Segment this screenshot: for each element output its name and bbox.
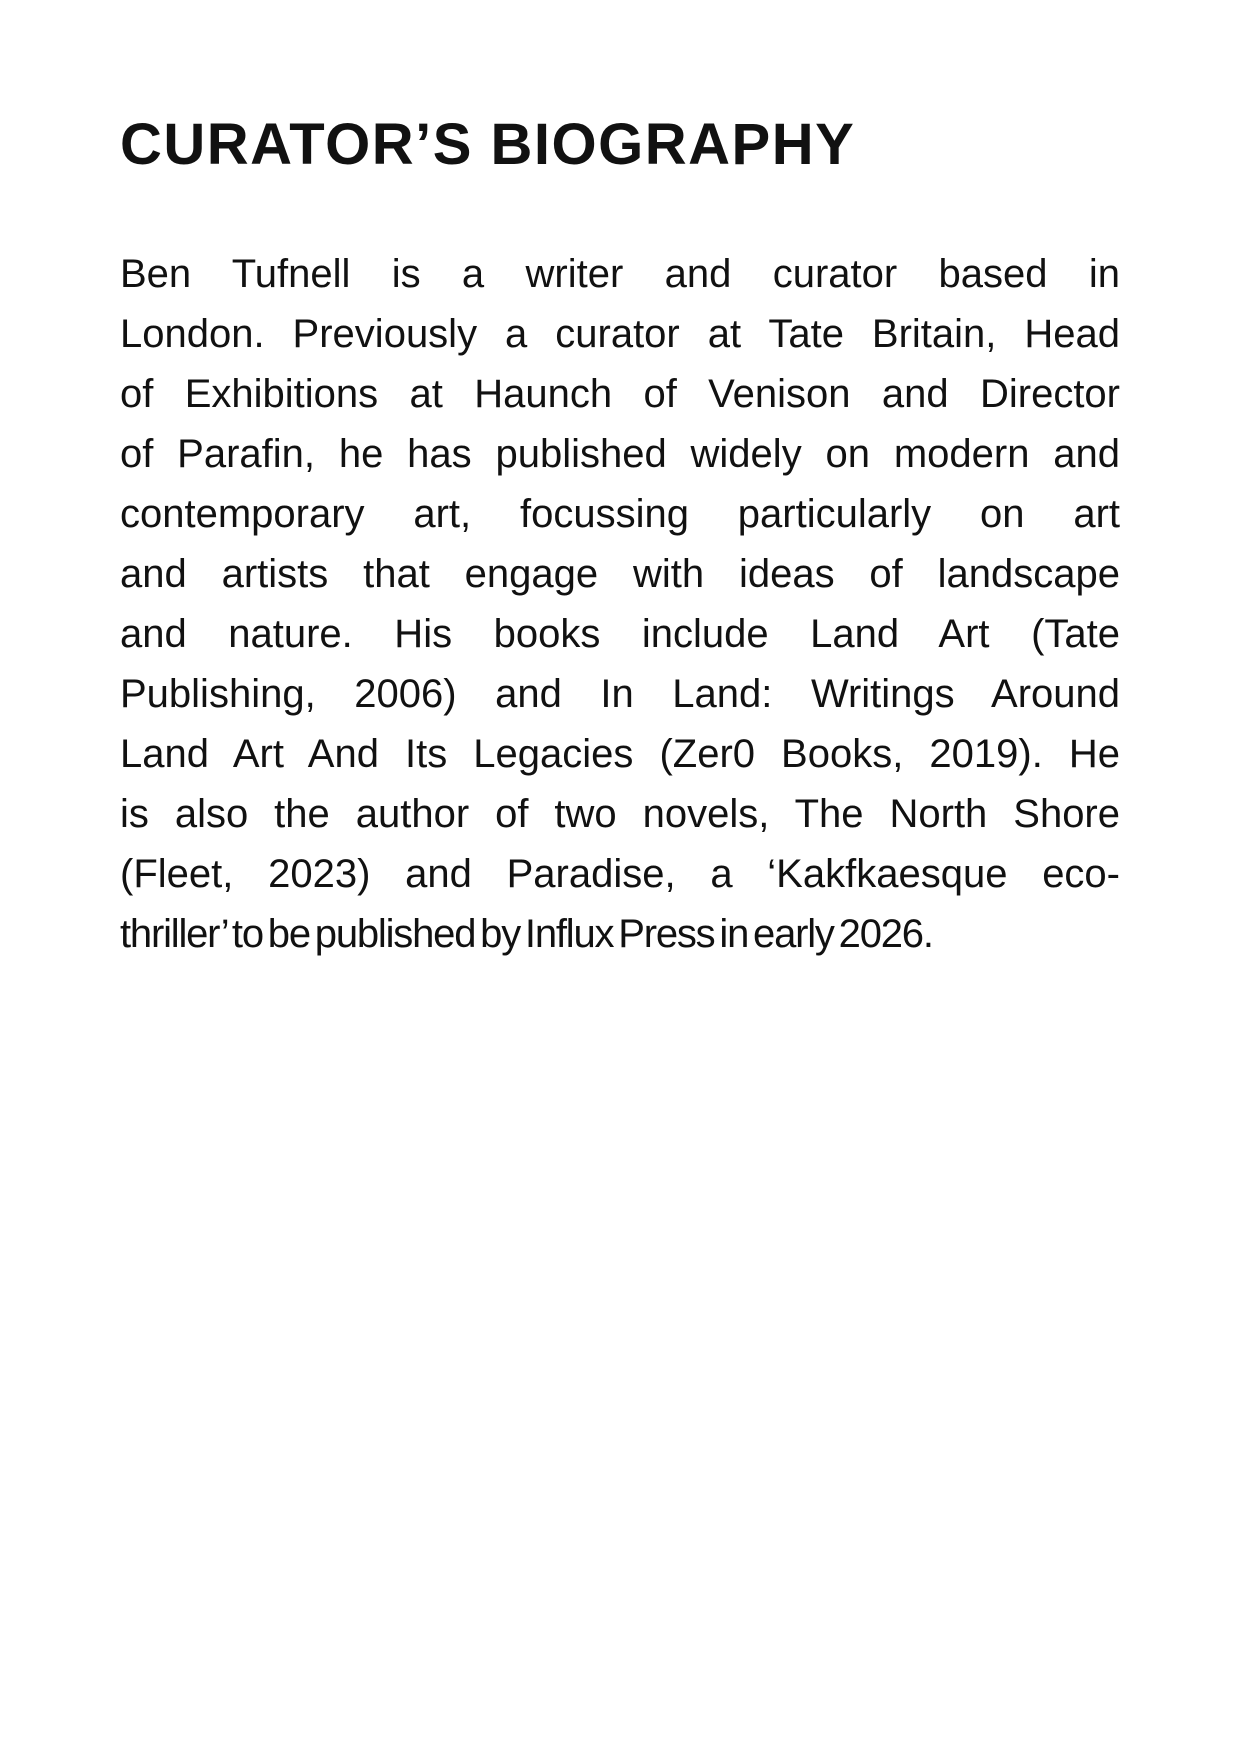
biography-text	[120, 244, 1120, 964]
biography-line: of Exhibitions at Haunch of Venison and Director	[120, 372, 1120, 416]
biography-line: Publishing, 2006) and In Land: Writings Around	[120, 672, 1120, 716]
biography-line: and artists that engage with ideas of landscape	[120, 552, 1120, 596]
biography-line: is also the author of two novels, The North Shore	[120, 792, 1120, 836]
biography-line: thriller’ to be published by Influx Press in early 2026.	[120, 912, 933, 956]
biography-line: Ben Tufnell is a writer and curator based in	[120, 252, 1120, 296]
biography-line: of Parafin, he has published widely on modern and	[120, 432, 1120, 476]
biography-line: contemporary art, focussing particularly on art	[120, 492, 1120, 536]
page-title: CURATOR’S BIOGRAPHY	[120, 112, 856, 177]
biography-line: (Fleet, 2023) and Paradise, a ‘Kakfkaesque eco-	[120, 852, 1120, 896]
biography-line: London. Previously a curator at Tate Britain, Head	[120, 312, 1120, 356]
biography-line: Land Art And Its Legacies (Zer0 Books, 2019). He	[120, 732, 1120, 776]
page	[120, 0, 1120, 1748]
biography-line: and nature. His books include Land Art (Tate	[120, 612, 1120, 656]
